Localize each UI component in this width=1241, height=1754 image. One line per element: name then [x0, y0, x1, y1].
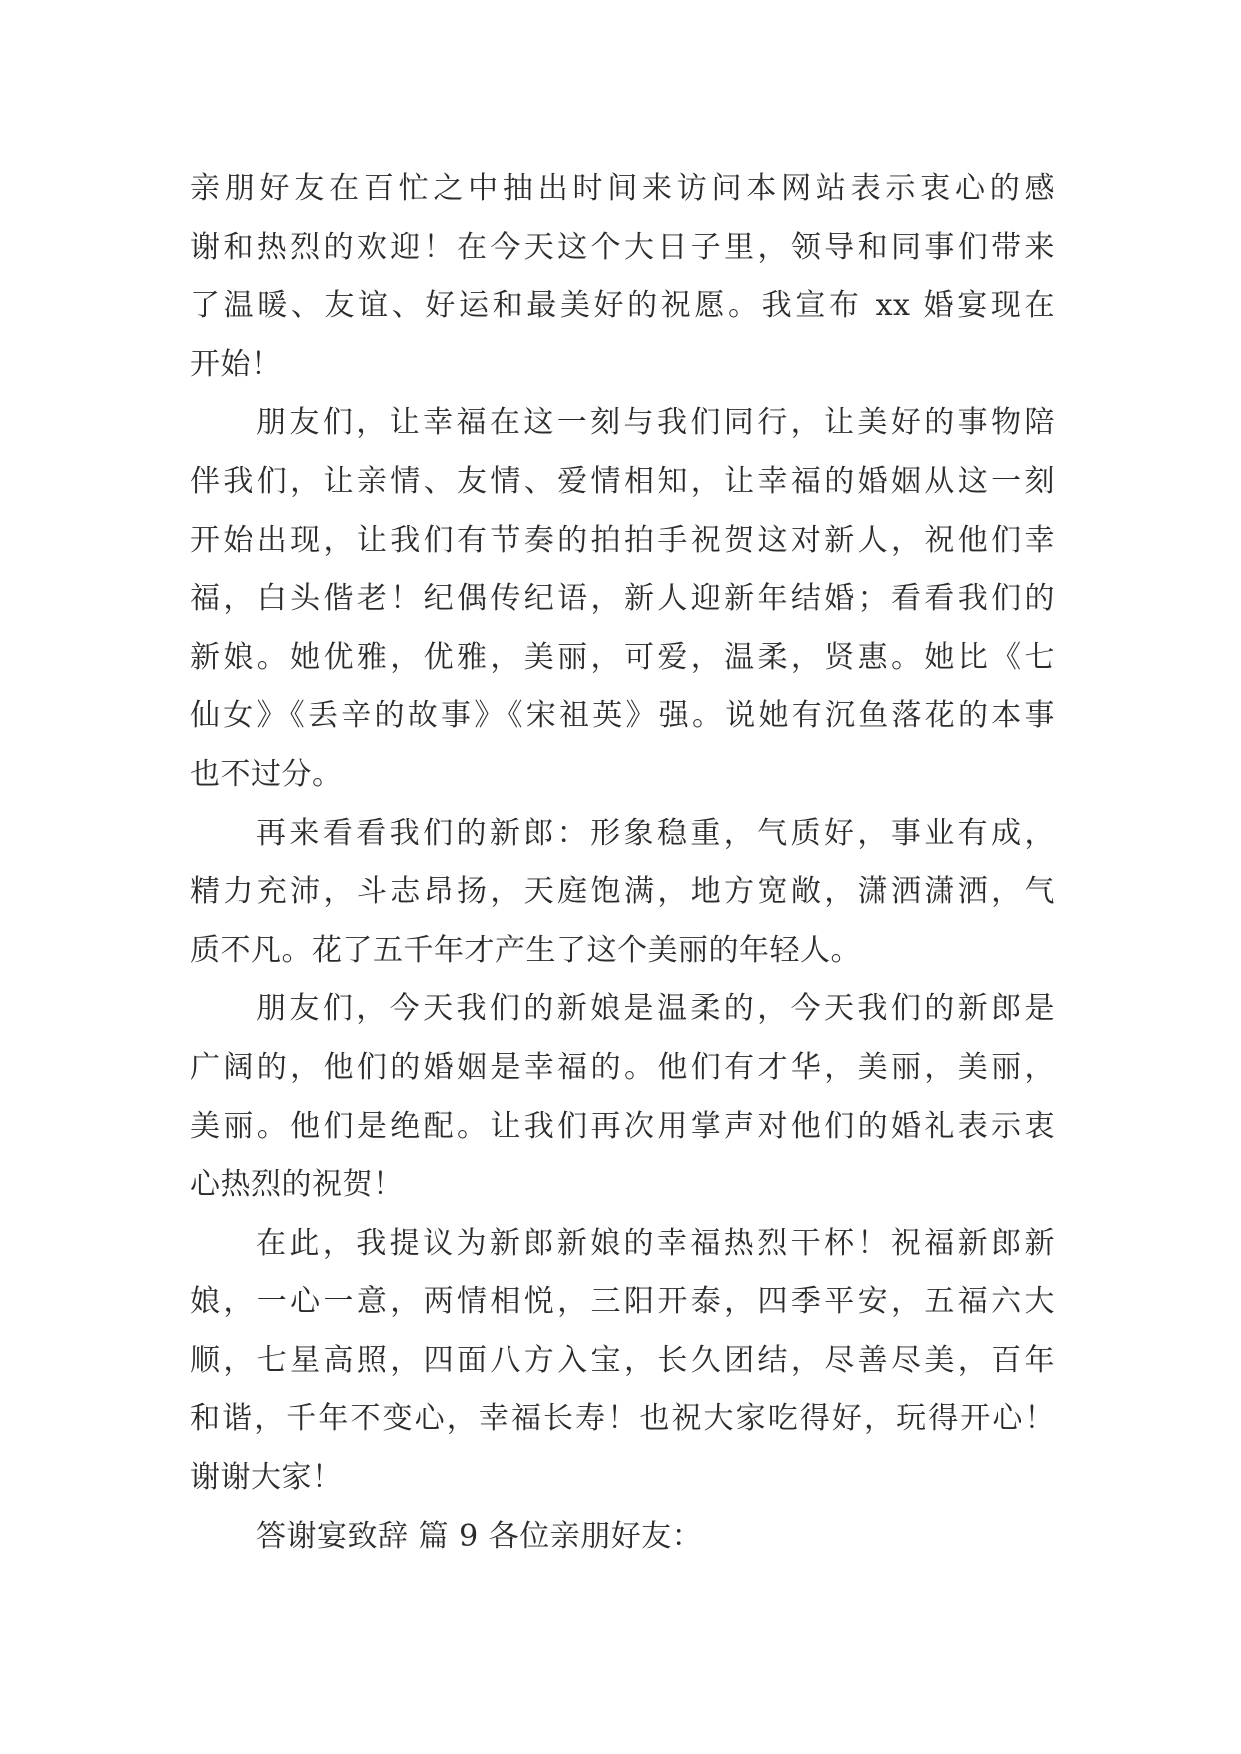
- text-line: 仙女》《丢辛的故事》《宋祖英》强。说她有沉鱼落花的本事: [190, 698, 1055, 734]
- text-line: 朋友们，今天我们的新娘是温柔的，今天我们的新郎是: [256, 991, 1055, 1027]
- text-line: 和谐，千年不变心，幸福长寿！也祝大家吃得好，玩得开心！: [190, 1401, 1055, 1437]
- text-line: 了温暖、友谊、好运和最美好的祝愿。我宣布 xx 婚宴现在: [190, 288, 1055, 324]
- text-line: 朋友们，让幸福在这一刻与我们同行，让美好的事物陪: [256, 405, 1055, 441]
- text-line: 美丽。他们是绝配。让我们再次用掌声对他们的婚礼表示衷: [190, 1108, 1055, 1144]
- text-line: 在此，我提议为新郎新娘的幸福热烈干杯！祝福新郎新: [256, 1225, 1055, 1261]
- text-line: 新娘。她优雅，优雅，美丽，可爱，温柔，贤惠。她比《七: [190, 639, 1055, 675]
- text-line: 开始！: [190, 346, 282, 382]
- text-line: 开始出现，让我们有节奏的拍拍手祝贺这对新人，祝他们幸: [190, 522, 1055, 558]
- text-line: 谢谢大家！: [190, 1460, 343, 1496]
- text-line: 也不过分。: [190, 756, 343, 792]
- text-line: 亲朋好友在百忙之中抽出时间来访问本网站表示衷心的感: [190, 171, 1055, 206]
- text-line: 再来看看我们的新郎：形象稳重，气质好，事业有成，: [256, 815, 1055, 851]
- text-line: 答谢宴致辞 篇 9 各位亲朋好友：: [256, 1518, 703, 1554]
- document-body: [190, 160, 1055, 1566]
- text-line: 质不凡。花了五千年才产生了这个美丽的年轻人。: [190, 932, 861, 968]
- text-line: 精力充沛，斗志昂扬，天庭饱满，地方宽敞，潇洒潇洒，气: [190, 874, 1055, 910]
- text-line: 谢和热烈的欢迎！在今天这个大日子里，领导和同事们带来: [190, 229, 1055, 265]
- text-line: 心热烈的祝贺！: [190, 1167, 404, 1203]
- text-line: 伴我们，让亲情、友情、爱情相知，让幸福的婚姻从这一刻: [190, 463, 1055, 499]
- text-line: 福，白头偕老！纪偶传纪语，新人迎新年结婚；看看我们的: [190, 581, 1055, 617]
- text-line: 广阔的，他们的婚姻是幸福的。他们有才华，美丽，美丽，: [190, 1049, 1055, 1085]
- text-line: 娘，一心一意，两情相悦，三阳开泰，四季平安，五福六大: [190, 1284, 1055, 1320]
- text-line: 顺，七星高照，四面八方入宝，长久团结，尽善尽美，百年: [190, 1342, 1055, 1378]
